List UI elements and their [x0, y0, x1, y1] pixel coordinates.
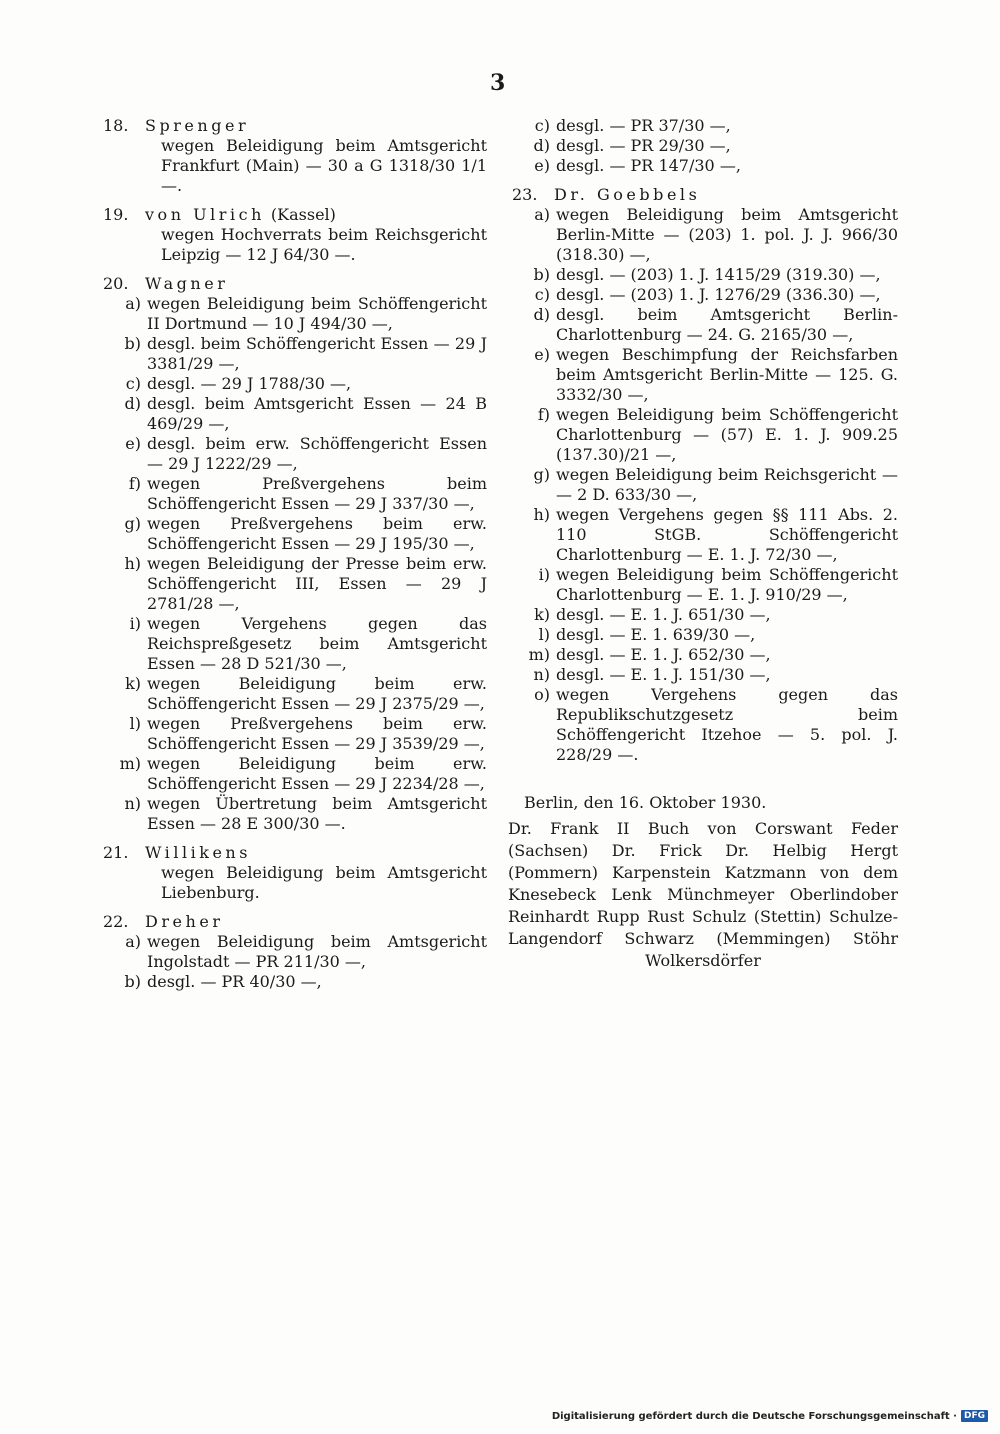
list-item	[512, 685, 898, 765]
item-text: wegen Beleidigung beim Schöffengericht Charlottenburg — (57) E. 1. J. 909.25 (137.30)/21 —,	[556, 405, 898, 464]
item-label: k)	[125, 674, 141, 693]
item-text: desgl. beim Schöffengericht Essen — 29 J 3381/29 —,	[147, 334, 487, 373]
item-text: wegen Beleidigung beim Amtsgericht Berlin-Mitte — (203) 1. pol. J. J. 966/30 (318.30) —,	[556, 205, 898, 264]
list-item	[103, 394, 487, 434]
list-item	[512, 625, 898, 645]
item-label: o)	[534, 685, 550, 704]
entry-name: Dreher	[145, 912, 224, 931]
entry-name: Willikens	[145, 843, 251, 862]
list-item	[103, 614, 487, 674]
item-text: desgl. beim erw. Schöffengericht Essen — 29 J 1222/29 —,	[147, 434, 487, 473]
item-text: wegen Beleidigung beim erw. Schöffengericht Essen — 29 J 2234/28 —,	[147, 754, 487, 793]
entry-description: wegen Hochverrats beim Reichsgericht Leipzig — 12 J 64/30 —.	[161, 225, 487, 264]
list-item	[512, 345, 898, 405]
item-label: i)	[538, 565, 550, 584]
item-label: k)	[534, 605, 550, 624]
item-text: desgl. — E. 1. J. 151/30 —,	[556, 665, 771, 684]
item-text: wegen Beleidigung beim erw. Schöffengericht Essen — 29 J 2375/29 —,	[147, 674, 487, 713]
list-item	[512, 205, 898, 265]
list-item	[103, 374, 487, 394]
item-label: g)	[533, 465, 550, 484]
item-text: wegen Preßvergehens beim erw. Schöffengericht Essen — 29 J 3539/29 —,	[147, 714, 487, 753]
list-item	[512, 605, 898, 625]
list-item	[512, 116, 898, 136]
footer-text: Digitalisierung gefördert durch die Deutsche Forschungsgemeinschaft ·	[551, 1410, 957, 1422]
entry-number: 18.	[103, 116, 129, 135]
entry	[103, 205, 487, 265]
item-text: desgl. — E. 1. J. 652/30 —,	[556, 645, 771, 664]
signatories: Dr. Frank II Buch von Corswant Feder (Sachsen) Dr. Frick Dr. Helbig Hergt (Pommern) Karpenstein Katzmann von dem Knesebeck Lenk Münchmeyer Oberlindober Reinhardt Rupp Rust Schulz (Stettin) Schulze-Langendorf Schwarz (Memmingen) Stöhr Wolkersdörfer	[508, 819, 898, 970]
item-label: h)	[533, 505, 550, 524]
entry	[512, 185, 898, 765]
item-text: desgl. — PR 40/30 —,	[147, 972, 322, 991]
item-text: wegen Preßvergehens beim Schöffengericht Essen — 29 J 337/30 —,	[147, 474, 487, 513]
item-label: l)	[129, 714, 141, 733]
item-label: h)	[124, 554, 141, 573]
entry	[103, 116, 487, 196]
list-item	[103, 972, 487, 992]
entry-name: Sprenger	[145, 116, 250, 135]
item-text: wegen Übertretung beim Amtsgericht Essen — 28 E 300/30 —.	[147, 794, 487, 833]
entry-heading	[103, 843, 487, 863]
item-text: wegen Beleidigung beim Reichsgericht — — 2 D. 633/30 —,	[556, 465, 898, 504]
list-item	[512, 285, 898, 305]
item-label: c)	[534, 285, 550, 304]
entry-name: Dr. Goebbels	[554, 185, 701, 204]
entry-number: 23.	[512, 185, 538, 204]
item-label: f)	[128, 474, 141, 493]
entry-heading	[103, 116, 487, 136]
item-label: d)	[124, 394, 141, 413]
list-item	[103, 334, 487, 374]
item-text: wegen Beleidigung der Presse beim erw. Schöffengericht III, Essen — 29 J 2781/28 —,	[147, 554, 487, 613]
item-text: desgl. — (203) 1. J. 1276/29 (336.30) —,	[556, 285, 881, 304]
item-label: n)	[124, 794, 141, 813]
list-item	[103, 554, 487, 614]
dateline: Berlin, den 16. Oktober 1930.	[524, 793, 767, 812]
item-label: m)	[119, 754, 141, 773]
item-text: desgl. — E. 1. J. 651/30 —,	[556, 605, 771, 624]
item-text: desgl. — PR 29/30 —,	[556, 136, 731, 155]
item-label: n)	[533, 665, 550, 684]
list-item	[512, 265, 898, 285]
item-label: e)	[534, 345, 550, 364]
list-item	[103, 294, 487, 334]
list-item	[103, 514, 487, 554]
list-item	[512, 136, 898, 156]
entry	[103, 912, 487, 992]
item-label: b)	[124, 334, 141, 353]
list-item	[103, 754, 487, 794]
dfg-logo: DFG	[961, 1410, 988, 1422]
item-label: d)	[533, 136, 550, 155]
item-label: f)	[537, 405, 550, 424]
item-text: desgl. — E. 1. 639/30 —,	[556, 625, 756, 644]
item-text: desgl. — PR 37/30 —,	[556, 116, 731, 135]
list-item	[103, 932, 487, 972]
item-label: a)	[125, 932, 141, 951]
item-label: g)	[124, 514, 141, 533]
item-text: wegen Vergehens gegen das Republikschutzgesetz beim Schöffengericht Itzehoe — 5. pol. J. 228/29 —.	[556, 685, 898, 764]
list-item	[103, 794, 487, 834]
list-item	[512, 305, 898, 345]
list-item	[512, 405, 898, 465]
continued-items	[512, 116, 898, 176]
entry-description: wegen Beleidigung beim Amtsgericht Liebenburg.	[161, 863, 487, 902]
item-text: wegen Beleidigung beim Schöffengericht Charlottenburg — E. 1. J. 910/29 —,	[556, 565, 898, 604]
entry	[103, 843, 487, 903]
list-item	[103, 674, 487, 714]
item-text: wegen Beleidigung beim Amtsgericht Ingolstadt — PR 211/30 —,	[147, 932, 487, 971]
list-item	[103, 714, 487, 754]
item-label: m)	[528, 645, 550, 664]
item-text: desgl. beim Amtsgericht Essen — 24 B 469/29 —,	[147, 394, 487, 433]
item-label: c)	[534, 116, 550, 135]
entry-name: Wagner	[145, 274, 229, 293]
entry	[103, 274, 487, 834]
item-label: c)	[125, 374, 141, 393]
item-label: l)	[538, 625, 550, 644]
entry-heading	[512, 185, 898, 205]
item-text: desgl. — PR 147/30 —,	[556, 156, 741, 175]
list-item	[103, 474, 487, 514]
entry-heading	[103, 274, 487, 294]
entry-number: 19.	[103, 205, 129, 224]
item-label: i)	[129, 614, 141, 633]
item-label: b)	[533, 265, 550, 284]
entry-heading	[103, 912, 487, 932]
list-item	[512, 645, 898, 665]
item-text: wegen Beschimpfung der Reichsfarben beim Amtsgericht Berlin-Mitte — 125. G. 3332/30 —,	[556, 345, 898, 404]
item-label: a)	[125, 294, 141, 313]
item-text: desgl. — 29 J 1788/30 —,	[147, 374, 352, 393]
list-item	[512, 156, 898, 176]
list-item	[512, 505, 898, 565]
page-number: 3	[490, 70, 506, 96]
item-text: wegen Beleidigung beim Schöffengericht II Dortmund — 10 J 494/30 —,	[147, 294, 487, 333]
item-label: a)	[534, 205, 550, 224]
entry-goebbels	[512, 185, 898, 765]
item-text: wegen Vergehens gegen das Reichspreßgesetz beim Amtsgericht Essen — 28 D 521/30 —,	[147, 614, 487, 673]
item-label: d)	[533, 305, 550, 324]
item-text: wegen Vergehens gegen §§ 111 Abs. 2. 110 StGB. Schöffengericht Charlottenburg — E. 1. J. 72/30 —,	[556, 505, 898, 564]
item-label: e)	[534, 156, 550, 175]
entry-number: 22.	[103, 912, 129, 931]
list-item	[512, 565, 898, 605]
right-column	[512, 116, 898, 813]
entry-name-suffix: (Kassel)	[270, 205, 336, 224]
list-item	[512, 665, 898, 685]
item-label: e)	[125, 434, 141, 453]
entry-description: wegen Beleidigung beim Amtsgericht Frankfurt (Main) — 30 a G 1318/30 1/1 —.	[161, 136, 487, 195]
entry-heading	[103, 205, 487, 225]
entry-number: 21.	[103, 843, 129, 862]
entry-number: 20.	[103, 274, 129, 293]
left-column	[103, 116, 487, 1001]
footer	[552, 1410, 988, 1422]
list-item	[103, 434, 487, 474]
item-text: wegen Preßvergehens beim erw. Schöffengericht Essen — 29 J 195/30 —,	[147, 514, 487, 553]
list-item	[512, 465, 898, 505]
item-text: desgl. — (203) 1. J. 1415/29 (319.30) —,	[556, 265, 881, 284]
item-label: b)	[124, 972, 141, 991]
entry-name: von Ulrich	[145, 205, 265, 224]
item-text: desgl. beim Amtsgericht Berlin-Charlottenburg — 24. G. 2165/30 —,	[556, 305, 898, 344]
